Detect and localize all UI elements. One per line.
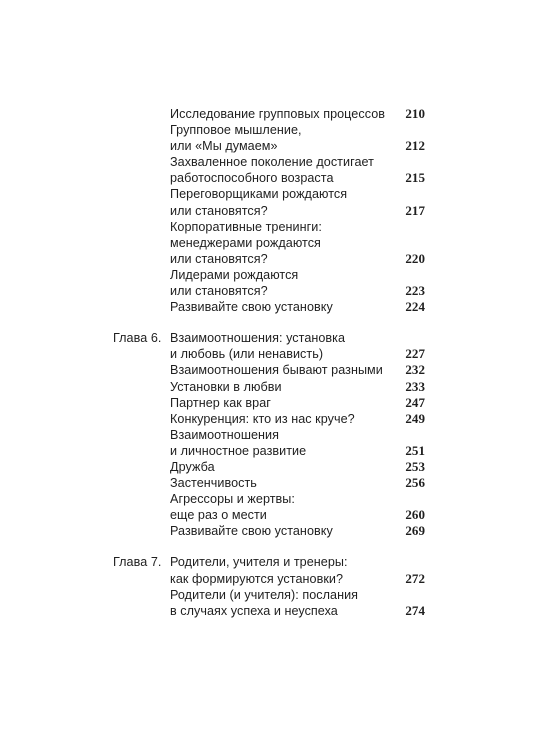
- page-number: 253: [405, 458, 425, 474]
- entry-title-line: или становятся?: [170, 203, 268, 218]
- toc-entry: [0, 523, 551, 539]
- toc-line: [0, 299, 551, 315]
- entry-title-line: Агрессоры и жертвы:: [170, 492, 295, 507]
- page-number: 233: [405, 378, 425, 394]
- toc-line: [0, 459, 551, 475]
- page-number: 227: [405, 346, 425, 362]
- page-number: 212: [405, 138, 425, 154]
- toc-entry: [0, 554, 551, 586]
- toc-entry: [0, 459, 551, 475]
- toc-line: [0, 523, 551, 539]
- entry-title-line: Взаимоотношения: установка: [170, 331, 346, 346]
- chapter-label: Глава 6.: [113, 331, 162, 346]
- toc-entry: [0, 330, 551, 362]
- toc-entry: [0, 299, 551, 315]
- entry-title-line: или «Мы думаем»: [170, 139, 278, 154]
- entry-title-line: Исследование групповых процессов: [170, 107, 385, 121]
- page-number: 269: [405, 523, 425, 539]
- entry-title-line: в случаях успеха и неуспеха: [170, 603, 338, 618]
- page-number: 232: [405, 362, 425, 378]
- table-of-contents: [0, 106, 551, 619]
- toc-entry: [0, 106, 551, 122]
- toc-line: [0, 251, 551, 267]
- entry-title-line: Установки в любви: [170, 379, 282, 394]
- toc-line: [0, 411, 551, 427]
- toc-line: [0, 571, 551, 587]
- toc-line: [0, 138, 551, 154]
- entry-title-line: Родители (и учителя): послания: [170, 587, 359, 602]
- toc-entry: [0, 122, 551, 154]
- toc-line: [0, 346, 551, 362]
- entry-title-line: Лидерами рождаются: [170, 267, 299, 282]
- entry-title-line: работоспособного возраста: [170, 171, 334, 186]
- toc-line: [0, 235, 551, 251]
- toc-line: [0, 122, 551, 138]
- entry-title-line: и любовь (или ненависть): [170, 347, 324, 362]
- toc-line: [0, 283, 551, 299]
- page-number: 272: [405, 570, 425, 586]
- toc-line: [0, 106, 551, 122]
- entry-title-line: еще раз о мести: [170, 508, 267, 523]
- entry-title-line: Взаимоотношения: [170, 427, 279, 442]
- page-number: 251: [405, 442, 425, 458]
- toc-line: [0, 427, 551, 443]
- entry-title-line: Родители, учителя и тренеры:: [170, 555, 348, 570]
- toc-line: [0, 219, 551, 235]
- entry-title-line: или становятся?: [170, 284, 268, 299]
- toc-entry: [0, 475, 551, 491]
- entry-title-line: Развивайте свою установку: [170, 524, 333, 539]
- toc-entry: [0, 379, 551, 395]
- section-gap: [0, 539, 551, 554]
- toc-entry: [0, 267, 551, 299]
- toc-line: [0, 330, 551, 346]
- page-number: 217: [405, 202, 425, 218]
- toc-line: [0, 603, 551, 619]
- toc-entry: [0, 186, 551, 218]
- entry-title-line: Конкуренция: кто из нас круче?: [170, 411, 355, 426]
- toc-line: [0, 170, 551, 186]
- page-number: 256: [405, 475, 425, 491]
- toc-entry: [0, 587, 551, 619]
- page-number: 220: [405, 250, 425, 266]
- toc-entry: [0, 411, 551, 427]
- page-number: 210: [405, 106, 425, 121]
- entry-title-line: как формируются установки?: [170, 571, 344, 586]
- toc-line: [0, 395, 551, 411]
- entry-title-line: Переговорщиками рождаются: [170, 187, 348, 202]
- toc-line: [0, 475, 551, 491]
- entry-title-line: и личностное развитие: [170, 443, 307, 458]
- entry-title-line: Захваленное поколение достигает: [170, 155, 374, 170]
- toc-entry: [0, 491, 551, 523]
- toc-entry: [0, 362, 551, 378]
- toc-line: [0, 362, 551, 378]
- entry-title-line: Дружба: [170, 459, 215, 474]
- toc-line: [0, 587, 551, 603]
- toc-line: [0, 379, 551, 395]
- toc-line: [0, 554, 551, 570]
- entry-title-line: Развивайте свою установку: [170, 300, 333, 315]
- page-number: 247: [405, 394, 425, 410]
- entry-title-line: Групповое мышление,: [170, 123, 302, 138]
- entry-title-line: Застенчивость: [170, 476, 257, 491]
- toc-entry: [0, 154, 551, 186]
- toc-entry: [0, 427, 551, 459]
- page-number: 274: [405, 602, 425, 618]
- page-number: 223: [405, 283, 425, 299]
- toc-line: [0, 491, 551, 507]
- toc-line: [0, 203, 551, 219]
- page-number: 224: [405, 299, 425, 315]
- entry-title-line: Партнер как враг: [170, 395, 271, 410]
- page-number: 215: [405, 170, 425, 186]
- section-gap: [0, 315, 551, 330]
- page-number: 260: [405, 507, 425, 523]
- page-number: 249: [405, 410, 425, 426]
- entry-title-line: Корпоративные тренинги:: [170, 219, 322, 234]
- toc-line: [0, 507, 551, 523]
- toc-entry: [0, 219, 551, 267]
- toc-line: [0, 154, 551, 170]
- toc-line: [0, 186, 551, 202]
- chapter-label: Глава 7.: [113, 555, 162, 570]
- entry-title-line: менеджерами рождаются: [170, 235, 321, 250]
- toc-entry: [0, 395, 551, 411]
- entry-title-line: или становятся?: [170, 251, 268, 266]
- toc-line: [0, 267, 551, 283]
- entry-title-line: Взаимоотношения бывают разными: [170, 363, 383, 378]
- toc-line: [0, 443, 551, 459]
